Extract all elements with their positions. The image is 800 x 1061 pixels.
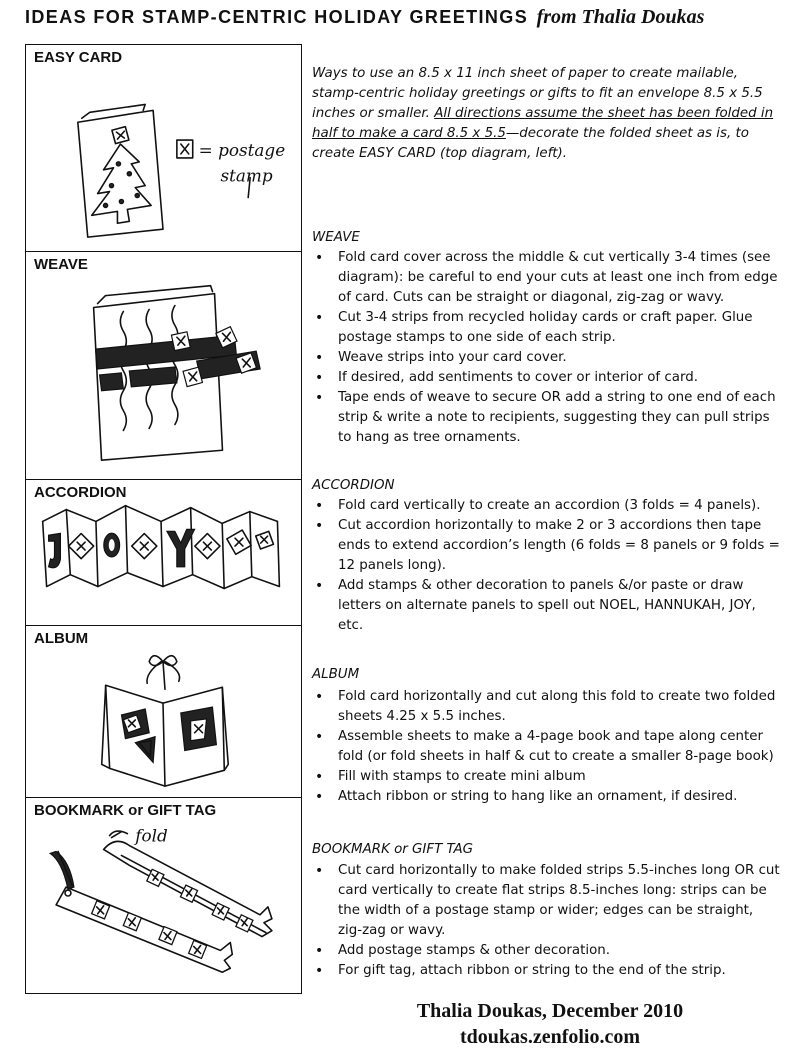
bookmark-list <box>312 861 780 981</box>
footer-author: Thalia Doukas, December 2010 <box>416 1000 684 1022</box>
easy-card-illustration <box>26 45 301 251</box>
accordion-illustration <box>26 480 301 625</box>
fold-label: fold <box>135 825 168 846</box>
album-heading: ALBUM <box>312 667 360 682</box>
ribbon-icon <box>50 851 74 889</box>
postage-legend-line1: = postage <box>198 139 286 160</box>
weave-heading: WEAVE <box>312 230 360 245</box>
intro-part1: Ways to use an 8.5 x 11 inch sheet of paper to create mailable, stamp-centric holiday greetings or gifts to fit an envelope 8.5 x 5.5 inches or smaller. <box>312 66 763 121</box>
accordion-list <box>312 496 780 636</box>
card-outline <box>78 104 163 237</box>
list-item: • Fold card horizontally and cut along this fold to create two folded sheets 4.25 x 5.5 inches. <box>312 687 780 727</box>
bookmark-panel <box>25 797 302 994</box>
bow-icon <box>147 656 180 690</box>
bookmark-title: BOOKMARK or GIFT TAG <box>34 802 217 819</box>
list-item: • Fold card cover across the middle & cut vertically 3-4 times (see diagram): be careful to end your cuts at least one inch from edge of card. Cuts can be straight or diagonal, zig-zag or wavy. <box>312 248 780 308</box>
christmas-tree-icon <box>92 127 151 224</box>
list-item: • For gift tag, attach ribbon or string to the end of the strip. <box>312 961 780 981</box>
list-item: • Cut 3-4 strips from recycled holiday cards or craft paper. Glue postage stamps to one side of each strip. <box>312 308 780 348</box>
accordion-heading: ACCORDION <box>312 478 395 493</box>
list-item: • Assemble sheets to make a 4-page book and tape along center fold (or fold sheets in half & cut to create a smaller 8-page book) <box>312 727 780 767</box>
intro-part2: —decorate the folded sheet as is, to create EASY CARD (top diagram, left). <box>312 126 749 161</box>
list-item: • Tape ends of weave to secure OR add a string to one end of each strip & write a note to recipients, suggesting they can pull strips to hang as tree ornaments. <box>312 388 780 448</box>
page-title: IDEAS FOR STAMP-CENTRIC HOLIDAY GREETINGS <box>25 7 529 27</box>
postage-stamp-icon <box>177 140 193 158</box>
list-item: • If desired, add sentiments to cover or interior of card. <box>312 368 780 388</box>
list-item: • Attach ribbon or string to hang like an ornament, if desired. <box>312 787 780 807</box>
weave-panel <box>25 251 302 480</box>
album-illustration <box>26 626 301 797</box>
list-item: • Add stamps & other decoration to panels &/or paste or draw letters on alternate panels to spell out NOEL, HANNUKAH, JOY, etc. <box>312 576 780 636</box>
weave-list <box>312 248 780 448</box>
list-item: • Cut card horizontally to make folded strips 5.5-inches long OR cut card vertically to create flat strips 8.5-inches long: strips can be the width of a postage stamp or wider; edges can be straight, zig-zag or wavy. <box>312 861 780 941</box>
list-item: • Cut accordion horizontally to make 2 or 3 accordions then tape ends to extend accordion’s length (6 folds = 8 panels or 9 folds = 12 panels long). <box>312 516 780 576</box>
list-item: • Fill with stamps to create mini album <box>312 767 780 787</box>
easy-card-panel <box>25 44 302 252</box>
list-item: • Weave strips into your card cover. <box>312 348 780 368</box>
album-list <box>312 687 780 807</box>
intro-underlined: All directions assume the sheet has been folded in half to make a card 8.5 x 5.5 <box>312 106 774 141</box>
bookmark-illustration <box>26 798 301 993</box>
album-panel <box>25 625 302 798</box>
album-title: ALBUM <box>34 630 89 647</box>
list-item: • Add postage stamps & other decoration. <box>312 941 780 961</box>
footer-website: tdoukas.zenfolio.com <box>460 1026 640 1048</box>
weave-illustration <box>26 252 301 479</box>
accordion-title: ACCORDION <box>34 484 127 501</box>
list-item: • Fold card vertically to create an accordion (3 folds = 4 panels). <box>312 496 780 516</box>
postage-legend-line2: stamp <box>220 165 273 186</box>
bookmark-heading: BOOKMARK or GIFT TAG <box>312 842 474 857</box>
accordion-panel <box>25 479 302 626</box>
intro-paragraph <box>312 64 780 164</box>
page-byline: from Thalia Doukas <box>536 6 705 28</box>
weave-title: WEAVE <box>34 256 88 273</box>
easy-card-title: EASY CARD <box>34 49 123 66</box>
page-header <box>25 6 704 29</box>
